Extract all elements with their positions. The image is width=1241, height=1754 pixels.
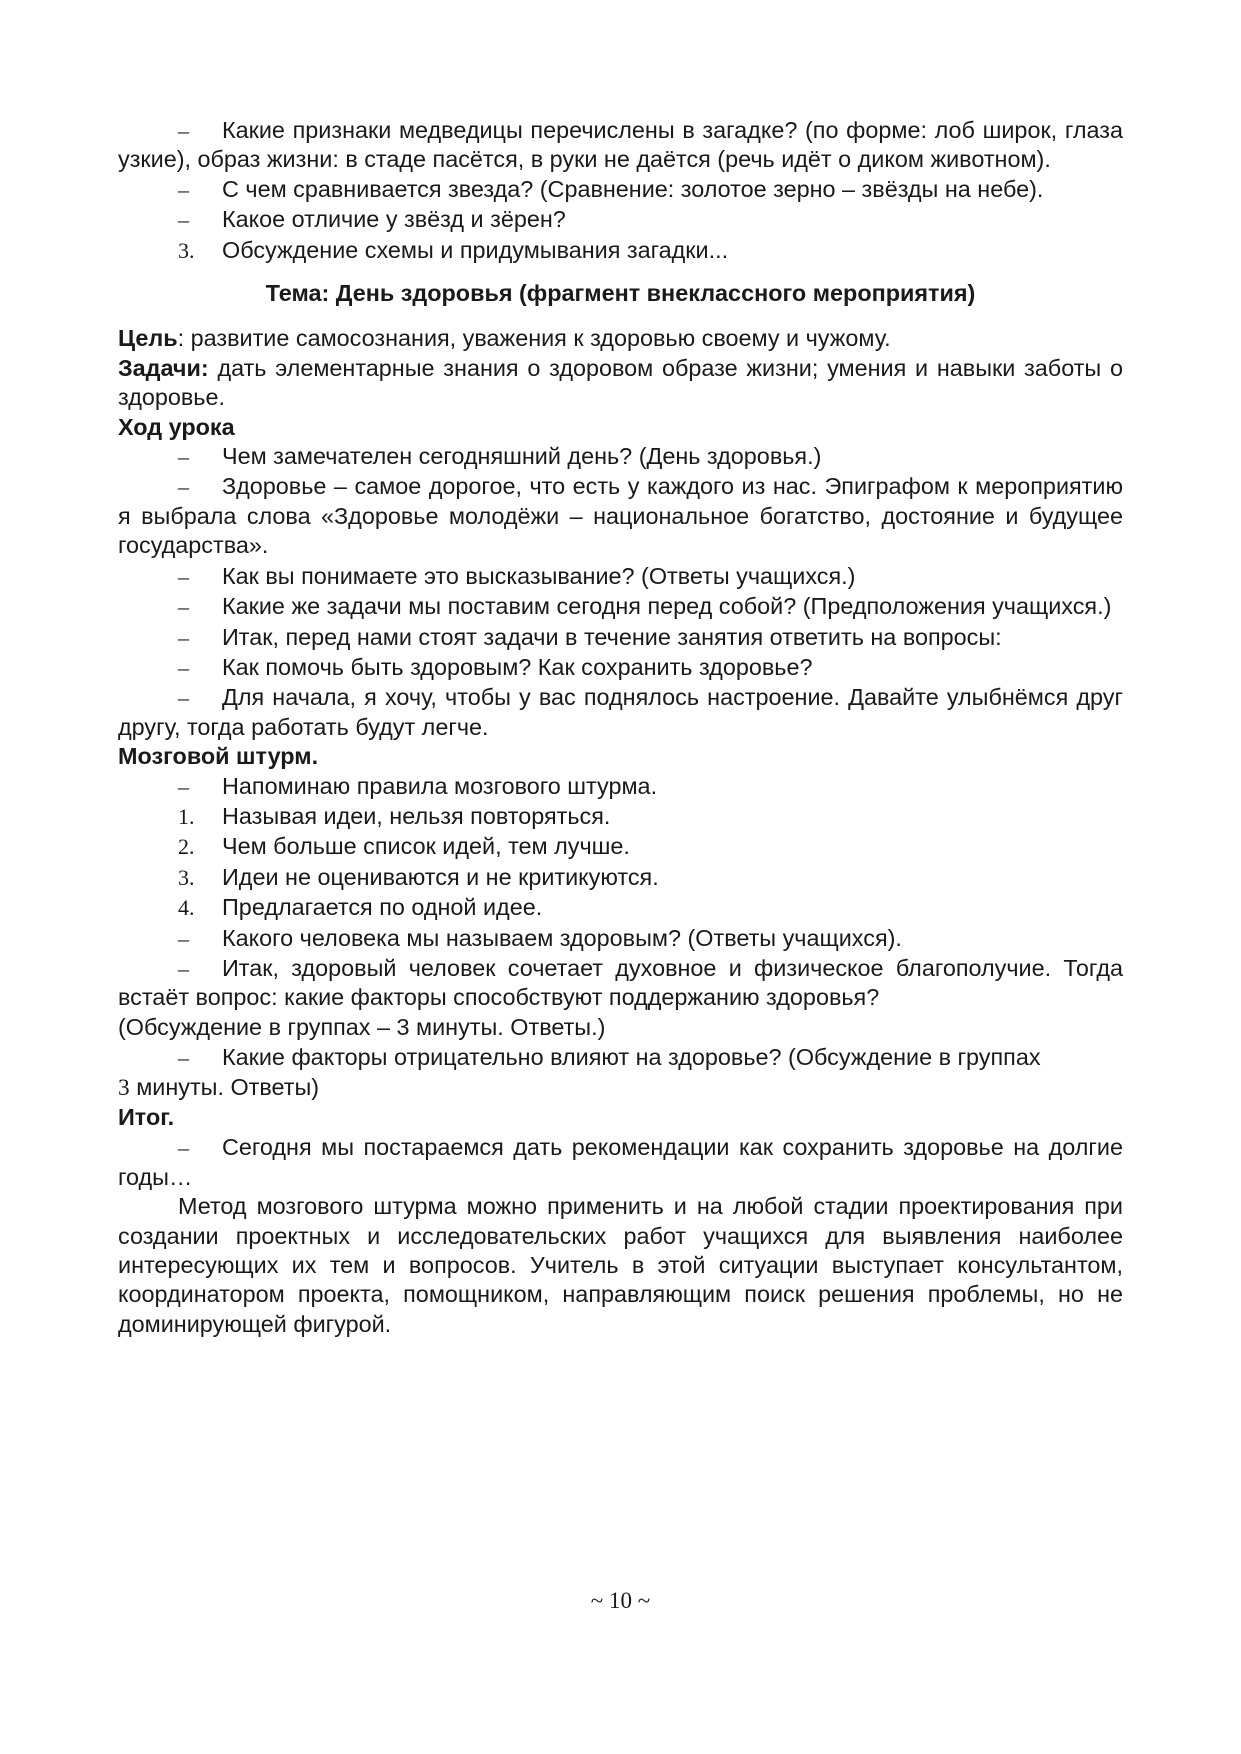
lesson-heading: Ход урока: [118, 413, 235, 440]
number-marker: 1.: [178, 803, 195, 829]
dash-marker: –: [178, 955, 189, 981]
tasks-text: дать элементарные знания о здоровом образе жизни; умения и навыки заботы о здоровье.: [118, 354, 1123, 411]
dash-marker: –: [178, 176, 189, 202]
list-item: [118, 442, 1123, 471]
section-title: Тема: День здоровья (фрагмент внеклассного мероприятия): [265, 280, 976, 307]
dash-marker: –: [178, 594, 189, 620]
page-number: ~ 10 ~: [590, 1588, 651, 1613]
list-item: [118, 924, 1123, 953]
list-item-text: Здоровье – самое дорогое, что есть у каждого из нас. Эпиграфом к мероприятию я выбрала слова «Здоровье молодёжи – национальное богатство, достояние и будущее государства».: [118, 473, 1123, 559]
list-item: [118, 623, 1123, 652]
discussion-note: (Обсуждение в группах – 3 минуты. Ответы.): [118, 1013, 606, 1040]
list-item-text: С чем сравнивается звезда? (Сравнение: золотое зерно – звёзды на небе).: [222, 175, 1044, 202]
list-item-text-tail: минуты. Ответы): [129, 1073, 320, 1100]
tasks-label: Задачи:: [118, 354, 209, 381]
dash-marker: –: [178, 773, 189, 799]
list-item: [118, 863, 1123, 892]
dash-marker: –: [178, 118, 189, 143]
list-item-text: Сегодня мы постараемся дать рекомендации как сохранить здоровье на долгие годы…: [118, 1134, 1123, 1190]
list-item: [118, 653, 1123, 682]
list-item-text: Итак, перед нами стоят задачи в течение занятия ответить на вопросы:: [222, 623, 1002, 650]
list-item-text: Как вы понимаете это высказывание? (Ответы учащихся.): [222, 562, 856, 589]
list-item-text: Какие признаки медведицы перечислены в загадке? (по форме: лоб широк, глаза узкие), образ жизни: в стаде пасётся, в руки не даётся (речь идёт о диком животном).: [118, 117, 1123, 173]
list-item: [118, 893, 1123, 922]
dash-marker: –: [178, 1135, 189, 1161]
list-item: [118, 954, 1123, 1013]
dash-marker: –: [178, 925, 189, 951]
summary-heading: Итог.: [118, 1104, 175, 1130]
goal-label: Цель: [118, 325, 178, 352]
dash-marker: –: [178, 1045, 189, 1071]
dash-marker: –: [178, 207, 189, 233]
tasks-paragraph: [118, 354, 1123, 413]
dash-marker: –: [178, 474, 189, 500]
number-marker: 3.: [178, 864, 195, 890]
list-item-text: Предлагается по одной идее.: [222, 894, 543, 921]
minutes-number: 3: [118, 1074, 130, 1101]
list-item: [118, 205, 1123, 234]
list-item-text: Идеи не оцениваются и не критикуются.: [222, 863, 659, 890]
list-item: [118, 175, 1123, 204]
list-item: [118, 472, 1123, 560]
list-item-text: Какое отличие у звёзд и зёрен?: [222, 206, 566, 233]
number-marker: 2.: [178, 834, 195, 860]
list-item: [118, 683, 1123, 742]
dash-marker: –: [178, 685, 189, 711]
list-item: [118, 1043, 1123, 1103]
list-item-text: Обсуждение схемы и придумывания загадки...: [222, 236, 729, 263]
list-item: [118, 1133, 1123, 1192]
closing-paragraph: Метод мозгового штурма можно применить и на любой стадии проектирования при создании проектных и исследовательских работ учащихся для выявления наиболее интересующих их тем и вопросов. Учитель в этой ситуации выступает консультантом, координатором проекта, помощником, направляющим поиск решения проблемы, но не доминирующей фигурой.: [118, 1193, 1123, 1337]
number-marker: 4.: [178, 895, 195, 921]
goal-paragraph: [118, 324, 1123, 353]
list-item-text: Какие же задачи мы поставим сегодня перед собой? (Предположения учащихся.): [222, 593, 1112, 620]
list-item: [118, 832, 1123, 861]
number-marker: 3.: [178, 237, 195, 263]
brainstorm-heading: Мозговой штурм.: [118, 743, 319, 770]
list-item-text: Итак, здоровый человек сочетает духовное и физическое благополучие. Тогда встаёт вопрос: какие факторы способствуют поддержанию здоровья?: [118, 954, 1123, 1011]
list-item-text: Чем больше список идей, тем лучше.: [222, 833, 630, 860]
list-item-text: Для начала, я хочу, чтобы у вас поднялось настроение. Давайте улыбнёмся друг другу, тогда работать будут легче.: [118, 684, 1123, 740]
list-item: [118, 236, 1123, 265]
dash-marker: –: [178, 654, 189, 680]
list-item-text: Чем замечателен сегодняшний день? (День здоровья.): [222, 443, 822, 470]
goal-text: : развитие самосознания, уважения к здоровью своему и чужому.: [177, 325, 891, 352]
list-item-text: Какие факторы отрицательно влияют на здоровье? (Обсуждение в группах: [222, 1044, 1041, 1071]
dash-marker: –: [178, 444, 189, 470]
dash-marker: –: [178, 624, 189, 650]
list-item-text: Какого человека мы называем здоровым? (Ответы учащихся).: [222, 924, 902, 951]
list-item-text: Называя идеи, нельзя повторяться.: [222, 802, 611, 829]
list-item: [118, 592, 1123, 621]
list-item: [118, 562, 1123, 591]
page-content: [118, 116, 1123, 1339]
list-item: [118, 116, 1123, 175]
dash-marker: –: [178, 563, 189, 589]
list-item: [118, 772, 1123, 801]
list-item: [118, 802, 1123, 831]
list-item-text: Напоминаю правила мозгового штурма.: [222, 772, 658, 799]
list-item-text: Как помочь быть здоровым? Как сохранить здоровье?: [222, 653, 813, 680]
